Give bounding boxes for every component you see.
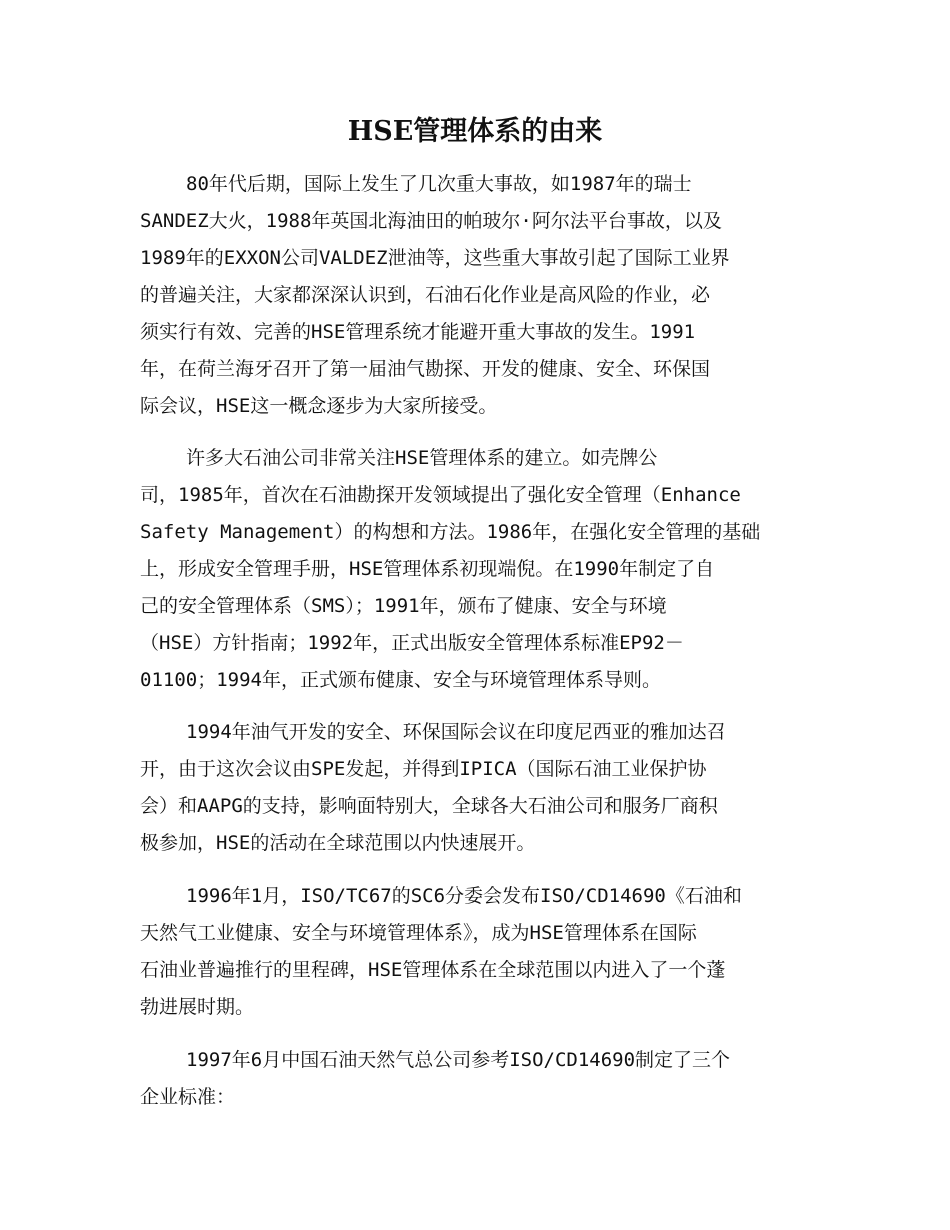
paragraph-line: 极参加，HSE的活动在全球范围以内快速展开。 [140, 832, 536, 854]
paragraph-line: 天然气工业健康、安全与环境管理体系》，成为HSE管理体系在国际 [140, 922, 697, 944]
paragraph-line: 司，1985年，首次在石油勘探开发领域提出了强化安全管理（Enhance [140, 484, 741, 506]
paragraph-line: 际会议，HSE这一概念逐步为大家所接受。 [140, 395, 498, 417]
paragraph-line: 己的安全管理体系（SMS）；1991年，颁布了健康、安全与环境 [140, 595, 667, 617]
paragraph-line: 须实行有效、完善的HSE管理系统才能避开重大事故的发生。1991 [140, 321, 696, 343]
paragraph-line: Safety Management）的构想和方法。1986年，在强化安全管理的基础 [140, 521, 761, 543]
paragraph-line: 石油业普遍推行的里程碑，HSE管理体系在全球范围以内进入了一个蓬 [140, 959, 726, 981]
page-title: HSE管理体系的由来 [347, 116, 603, 147]
paragraph-line: 1997年6月中国石油天然气总公司参考ISO/CD14690制定了三个 [186, 1049, 731, 1071]
paragraph-line: 勃进展时期。 [140, 996, 255, 1018]
paragraph-line: 1996年1月，ISO/TC67的SC6分委会发布ISO/CD14690《石油和 [186, 885, 742, 907]
paragraph-line: 80年代后期，国际上发生了几次重大事故，如1987年的瑞士 [186, 173, 692, 195]
paragraph-line: 01100；1994年，正式颁布健康、安全与环境管理体系导则。 [140, 669, 661, 691]
paragraph-line: 1994年油气开发的安全、环保国际会议在印度尼西亚的雅加达召 [186, 721, 726, 743]
paragraph-line: 1989年的EXXON公司VALDEZ泄油等，这些重大事故引起了国际工业界 [140, 247, 730, 269]
paragraph-line: （HSE）方针指南；1992年，正式出版安全管理体系标准EP92－ [140, 632, 684, 654]
paragraph-line: 企业标准： [140, 1086, 236, 1108]
paragraph-line: 的普遍关注，大家都深深认识到，石油石化作业是高风险的作业，必 [140, 284, 711, 306]
paragraph-line: 开，由于这次会议由SPE发起，并得到IPICA（国际石油工业保护协 [140, 758, 707, 780]
paragraph-line: 许多大石油公司非常关注HSE管理体系的建立。如壳牌公 [186, 447, 658, 469]
paragraph-line: SANDEZ大火，1988年英国北海油田的帕玻尔·阿尔法平台事故，以及 [140, 210, 722, 232]
paragraph-line: 年，在荷兰海牙召开了第一届油气勘探、开发的健康、安全、环保国 [140, 358, 711, 380]
paragraph-line: 上，形成安全管理手册，HSE管理体系初现端倪。在1990年制定了自 [140, 558, 715, 580]
paragraph-line: 会）和AAPG的支持，影响面特别大，全球各大石油公司和服务厂商积 [140, 795, 718, 817]
